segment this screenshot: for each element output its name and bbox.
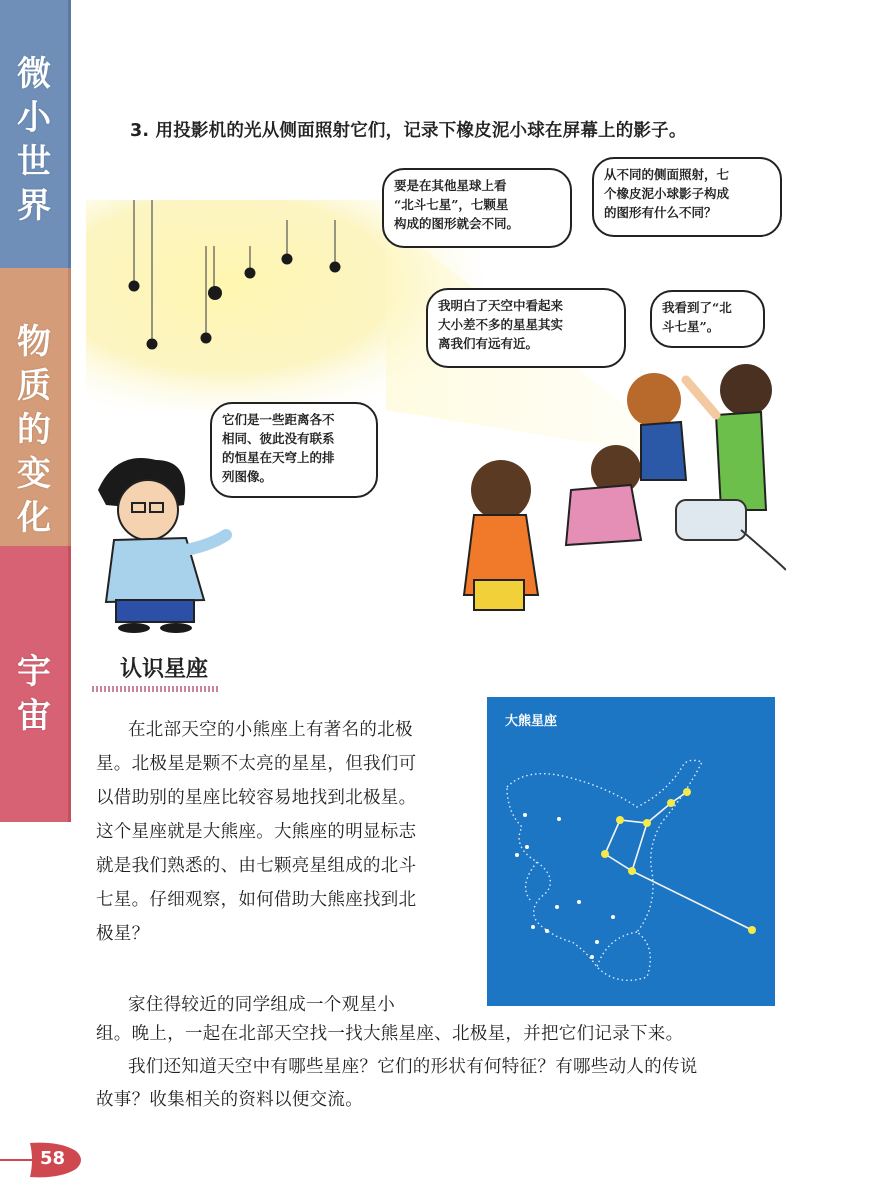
page-number: 58 (40, 1148, 66, 1169)
bubble-line: 构成的图形就会不同。 (394, 216, 520, 231)
paragraph-line: 这个星座就是大熊座。大熊座的明显标志 (96, 822, 417, 842)
section-heading: 认识星座 (120, 657, 209, 682)
minor-stars (515, 813, 615, 959)
paragraph-line: 家住得较近的同学组成一个观星小 (128, 995, 395, 1015)
clay-ball (282, 254, 293, 265)
teacher-character (98, 458, 226, 633)
bubble-line: 的图形有什么不同？ (604, 205, 717, 220)
side-tab-char: 宇 (17, 652, 51, 692)
speech-bubble-other-planet (382, 168, 572, 248)
polaris-star (748, 926, 756, 934)
big-dipper-stars (601, 788, 756, 934)
bubble-line: 个橡皮泥小球影子构成 (604, 186, 730, 201)
speech-bubble-understand (426, 288, 626, 368)
bubble-line: 要是在其他星球上看 (394, 178, 507, 193)
heading-dotted-underline (92, 686, 220, 692)
side-tab-char: 变 (17, 454, 51, 494)
bubble-line: 列图像。 (222, 469, 273, 484)
student-pink-shirt (566, 445, 641, 545)
bubble-line: 从不同的侧面照射，七 (604, 167, 730, 182)
paragraph-line: 组。晚上，一起在北部天空找一找大熊星座、北极星，并把它们记录下来。 (96, 1024, 684, 1044)
bear-outline (507, 760, 702, 980)
side-tab-char: 世 (17, 142, 51, 182)
bubble-line: 的恒星在天穹上的排 (222, 450, 335, 465)
paragraph-line: 在北部天空的小熊座上有著名的北极 (128, 720, 413, 740)
bubble-line: 我明白了天空中看起来 (438, 298, 564, 313)
bubble-line: 大小差不多的星星其实 (438, 317, 564, 332)
side-tab-universe (0, 546, 68, 822)
side-tab-char: 的 (17, 410, 51, 450)
bubble-line: “北斗七星”，七颗星 (394, 197, 509, 212)
student-green-shirt (686, 364, 772, 510)
clay-ball (330, 262, 341, 273)
clay-ball (245, 268, 256, 279)
tab-edge (68, 268, 71, 546)
student-orange-shirt (464, 460, 538, 610)
tab-edge (68, 546, 71, 822)
step-3-text: 3. 用投影机的光从侧面照射它们，记录下橡皮泥小球在屏幕上的影子。 (130, 121, 687, 141)
tab-edge (68, 0, 71, 268)
bubble-line: 我看到了“北 (662, 300, 732, 315)
star-map-title: 大熊星座 (505, 714, 558, 729)
side-tab-char: 质 (17, 366, 51, 406)
speech-bubble-teacher (210, 402, 378, 498)
constellation-drawing (487, 697, 775, 1006)
bubble-line: 相同、彼此没有联系 (222, 431, 335, 446)
side-tab-char: 物 (17, 322, 51, 362)
paragraph-line: 就是我们熟悉的、由七颗亮星组成的北斗 (96, 856, 417, 876)
paragraph-line: 故事？收集相关的资料以便交流。 (96, 1090, 363, 1110)
clay-ball (129, 281, 140, 292)
projector (676, 500, 786, 570)
clay-ball (208, 286, 222, 300)
side-tab-char: 宙 (17, 696, 51, 736)
side-tab-char: 化 (17, 498, 51, 538)
bubble-line: 它们是一些距离各不 (222, 412, 335, 427)
paragraph-line: 七星。仔细观察，如何借助大熊座找到北 (96, 890, 417, 910)
clay-ball (201, 333, 212, 344)
clay-ball (147, 339, 158, 350)
side-tab-char: 小 (17, 98, 51, 138)
speech-bubble-see-dipper (650, 290, 765, 348)
paragraph-line: 星。北极星是颗不太亮的星星，但我们可 (96, 754, 417, 774)
side-tab-char: 界 (17, 186, 51, 226)
paragraph-line: 极星？ (96, 924, 150, 944)
paragraph-line: 我们还知道天空中有哪些星座？它们的形状有何特征？有哪些动人的传说 (128, 1057, 698, 1077)
bubble-line: 斗七星”。 (662, 319, 720, 334)
side-tab-char: 微 (17, 54, 51, 94)
side-tab-micro-world (0, 0, 68, 268)
bubble-line: 离我们有远有近。 (438, 336, 539, 351)
big-dipper-lines (605, 792, 752, 930)
side-tab-material-change (0, 268, 68, 546)
paragraph-line: 以借助别的星座比较容易地找到北极星。 (96, 788, 417, 808)
speech-bubble-side-light (592, 157, 782, 237)
